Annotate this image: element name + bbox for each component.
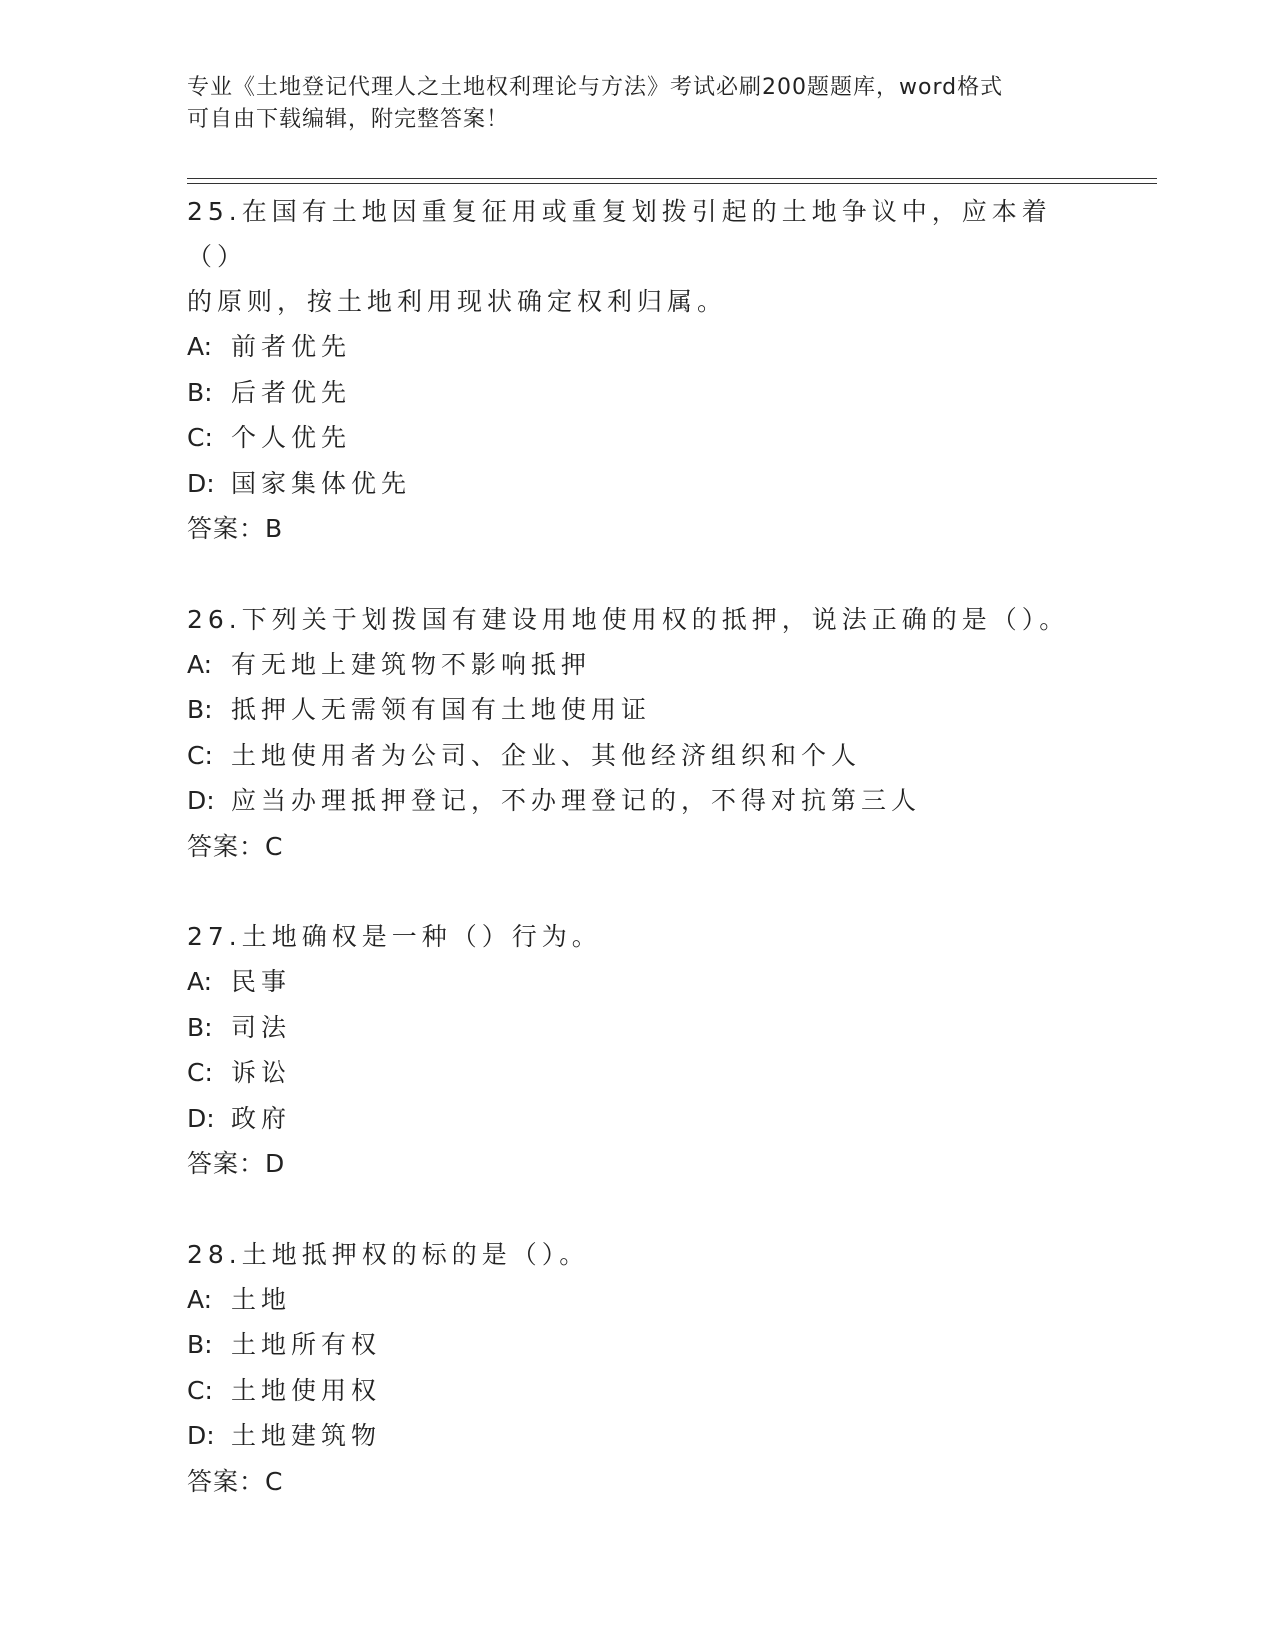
option-a [187,1277,1087,1323]
option-text: 土地使用权 [231,1375,382,1405]
option-text: 土地所有权 [231,1330,382,1359]
option-c [187,1368,1087,1414]
header-divider-top [187,178,1157,179]
option-text: 诉讼 [231,1058,292,1087]
answer-line: 答案：C [187,1466,284,1496]
document-header [187,72,1087,136]
option-b [187,687,1087,733]
answer-line: 答案：B [187,514,284,543]
option-text: 国家集体优先 [231,468,412,498]
option-key: D: [187,1421,215,1450]
question-27 [187,914,1087,1187]
option-d [187,1413,1087,1459]
option-key: A: [187,967,213,996]
option-a [187,959,1087,1005]
option-text: 民事 [231,967,292,996]
option-key: A: [187,649,213,679]
question-25 [187,189,1087,552]
option-key: C: [187,740,213,770]
question-list [187,189,1087,1504]
option-key: D: [187,468,215,498]
option-key: A: [187,1284,213,1314]
option-c [187,415,1087,461]
option-key: C: [187,1375,213,1405]
option-text: 应当办理抵押登记，不办理登记的，不得对抗第三人 [231,786,922,815]
question-stem: 27.土地确权是一种（）行为。 [187,922,602,951]
option-text: 司法 [231,1012,292,1042]
option-c [187,733,1087,779]
question-28 [187,1232,1087,1505]
option-text: 前者优先 [231,332,352,361]
option-text: 土地建筑物 [231,1421,382,1450]
option-d [187,778,1087,824]
header-line-2: 可自由下载编辑，附完整答案！ [187,107,510,132]
question-spacer [187,552,1087,597]
option-key: B: [187,695,213,724]
option-b [187,370,1087,416]
option-text: 后者优先 [231,377,352,407]
question-stem-continued: 的原则，按土地利用现状确定权利归属。 [187,287,728,316]
option-d [187,461,1087,507]
question-stem: 28.土地抵押权的标的是（）。 [187,1239,590,1269]
question-26 [187,597,1087,870]
option-key: D: [187,786,215,815]
option-a [187,324,1087,370]
option-text: 个人优先 [231,423,352,452]
option-b [187,1005,1087,1051]
question-stem: 25.在国有土地因重复征用或重复划拨引起的土地争议中，应本着（） [187,197,1052,271]
option-text: 政府 [231,1103,292,1133]
question-spacer [187,1187,1087,1232]
option-c [187,1050,1087,1096]
option-text: 土地使用者为公司、企业、其他经济组织和个人 [231,740,862,770]
question-stem: 26.下列关于划拨国有建设用地使用权的抵押，说法正确的是（）。 [187,604,1070,634]
option-text: 抵押人无需领有国有土地使用证 [231,695,652,724]
option-b [187,1322,1087,1368]
option-text: 有无地上建筑物不影响抵押 [231,649,592,679]
option-text: 土地 [231,1284,292,1314]
option-key: B: [187,377,213,407]
question-spacer [187,869,1087,914]
option-key: B: [187,1012,213,1042]
header-line-1: 专业《土地登记代理人之土地权利理论与方法》考试必刷200题题库，word格式 [187,75,1004,100]
option-d [187,1096,1087,1142]
option-key: B: [187,1330,213,1359]
option-a [187,642,1087,688]
header-divider-bottom [187,183,1157,184]
option-key: C: [187,423,213,452]
option-key: D: [187,1103,215,1133]
answer-line: 答案：C [187,831,284,861]
answer-line: 答案：D [187,1149,286,1178]
option-key: A: [187,332,213,361]
option-key: C: [187,1058,213,1087]
